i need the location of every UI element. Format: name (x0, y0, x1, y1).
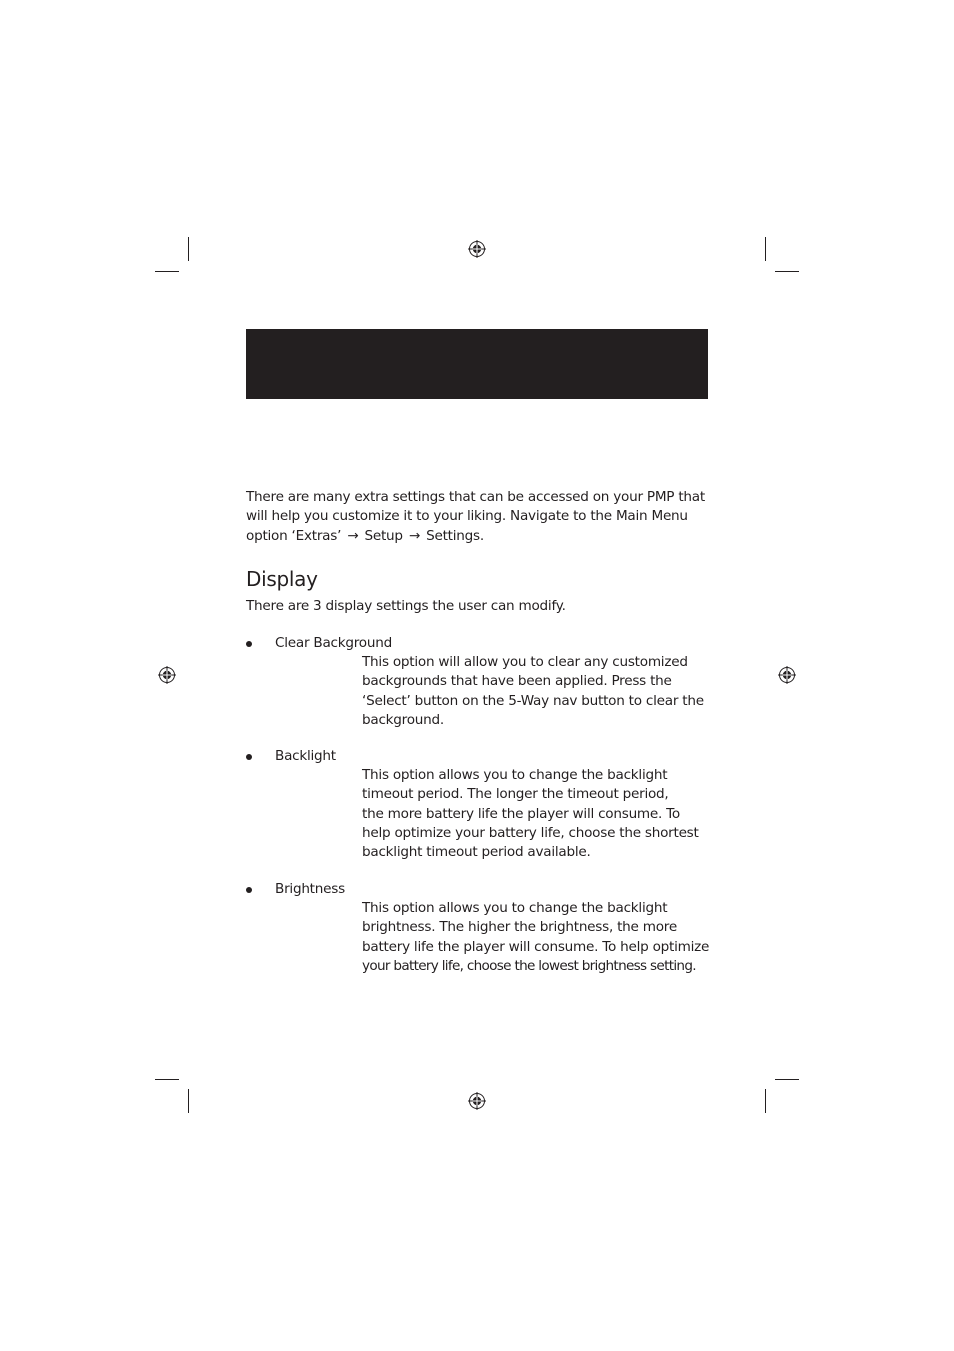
item-label-clear-background: Clear Background (275, 635, 392, 651)
section-header-bar (246, 329, 708, 399)
registration-mark-top-icon (468, 240, 486, 258)
intro-line-3-mid: Setup (364, 527, 403, 544)
intro-line-3-end: Settings. (426, 527, 484, 544)
description-line: backgrounds that have been applied. Press the (362, 673, 672, 690)
crop-mark-top-right-horizontal (775, 271, 799, 272)
description-line: This option allows you to change the backlight (362, 900, 668, 916)
display-heading: Display (246, 567, 318, 591)
crop-mark-bottom-right-horizontal (775, 1079, 799, 1080)
description-line: the more battery life the player will consume. To (362, 805, 680, 822)
bullet-icon (246, 754, 252, 760)
intro-line-1: There are many extra settings that can be accessed on your PMP that (246, 489, 705, 505)
item-label-brightness: Brightness (275, 881, 345, 897)
crop-mark-top-left-vertical (188, 237, 189, 261)
description-line: timeout period. The longer the timeout period, (362, 786, 669, 803)
description-line: your battery life, choose the lowest brightness setting. (362, 957, 696, 974)
registration-mark-bottom-icon (468, 1092, 486, 1110)
item-description-clear-background (362, 653, 704, 730)
description-line: This option will allow you to clear any customized (362, 654, 688, 670)
bullet-icon (246, 887, 252, 893)
item-description-brightness (362, 899, 709, 976)
arrow-right-icon: → (347, 527, 359, 544)
arrow-right-icon: → (408, 527, 421, 544)
registration-mark-right-icon (778, 666, 796, 684)
description-line: help optimize your battery life, choose the shortest (362, 824, 699, 841)
item-label-backlight: Backlight (275, 748, 336, 764)
description-line: battery life the player will consume. To help optimize (362, 938, 710, 955)
crop-mark-top-left-horizontal (155, 271, 179, 272)
description-line: backlight timeout period available. (362, 844, 591, 861)
intro-line-3 (246, 527, 708, 546)
crop-mark-bottom-right-vertical (765, 1089, 766, 1113)
bullet-icon (246, 641, 252, 647)
intro-paragraph (246, 488, 708, 546)
description-line: brightness. The higher the brightness, the more (362, 919, 677, 936)
crop-mark-bottom-left-vertical (188, 1089, 189, 1113)
intro-line-2: will help you customize it to your liking. Navigate to the Main Menu (246, 508, 688, 525)
display-subtitle: There are 3 display settings the user can modify. (246, 598, 566, 614)
registration-mark-left-icon (158, 666, 176, 684)
description-line: ‘Select’ button on the 5-Way nav button to clear the (362, 692, 704, 709)
description-line: background. (362, 711, 444, 728)
intro-line-3-start: option ‘Extras’ (246, 527, 342, 544)
description-line: This option allows you to change the backlight (362, 767, 668, 783)
crop-mark-top-right-vertical (765, 237, 766, 261)
crop-mark-bottom-left-horizontal (155, 1079, 179, 1080)
item-description-backlight (362, 766, 699, 862)
